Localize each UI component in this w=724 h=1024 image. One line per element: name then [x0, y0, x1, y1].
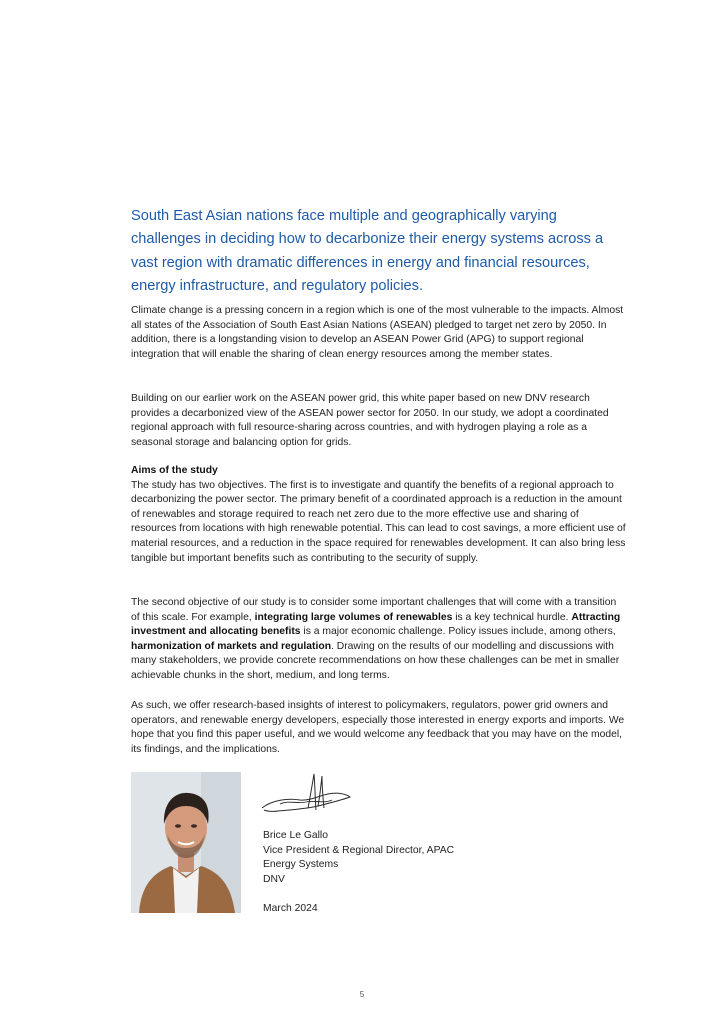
intro-paragraph: Climate change is a pressing concern in a region which is one of the most vulnerable to the impacts. Almost all states of the Association of South East Asian Nations (ASEAN) pledged to target net zero by 2050. In addition, there is a longstanding vision to develop an ASEAN Power Grid (APG) to support regional integration that will enable the sharing of clean energy resources among the member states.: [131, 305, 624, 360]
aims-paragraph: The study has two objectives. The first is to investigate and quantify the benefits of a regional approach to decarbonizing the power sector. The primary benefit of a coordinated approach is a reduction in the amount of renewables and storage required to reach net zero due to the more effective use and sharing of resources from locations with high renewable potential. This can lead to cost savings, a more efficient use of material resources, and a reduction in the space required for renewables development. It can also bring less tangible but important benefits such as contributing to the security of supply.: [131, 479, 626, 564]
p4-text-a: The second objective of our study is to consider some important challenges that will come with a transition of this scale. For example,: [131, 597, 617, 623]
signer-block: [263, 829, 454, 917]
second-objective-paragraph: [131, 596, 626, 684]
closing-paragraph: As such, we offer research-based insights of interest to policymakers, regulators, power grid owners and operators, and renewable energy developers, especially those interested in energy exports and imports. We hope that you find this paper useful, and we would welcome any feedback that you may have on the model, its findings, and the implications.: [131, 700, 625, 755]
signer-date: March 2024: [263, 902, 318, 914]
context-paragraph: Building on our earlier work on the ASEAN power grid, this white paper based on new DNV research provides a decarbonized view of the ASEAN power sector for 2050. In our study, we adopt a coordinated regional approach with full resource-sharing across countries, and with hydrogen playing a role as a seasonal storage and balancing option for grids.: [131, 393, 609, 448]
signer-unit: Energy Systems: [263, 859, 339, 871]
page-number: 5: [359, 990, 365, 999]
p4-text-e: . Drawing on the results of our modelling and discussions with many stakeholders, we provide concrete recommendations on how these challenges can be met in smaller achievable chunks in the short, medium, and long terms.: [131, 640, 620, 681]
p4-bold-investment: Attracting investment and allocating benefits: [131, 611, 621, 638]
aims-heading: Aims of the study: [131, 465, 218, 476]
signature-image: [258, 770, 354, 820]
portrait-image: [131, 772, 241, 913]
p4-bold-harmonization: harmonization of markets and regulation: [131, 640, 332, 652]
aims-section: [131, 464, 626, 566]
p4-text-d: is a major economic challenge. Policy issues include, among others,: [300, 626, 616, 638]
signer-company: DNV: [263, 873, 285, 885]
p4-text-c: is a key technical hurdle.: [452, 611, 572, 623]
signer-title: Vice President & Regional Director, APAC: [263, 844, 455, 856]
author-photo: [131, 772, 241, 913]
p4-bold-renewables: integrating large volumes of renewables: [254, 611, 453, 623]
lead-paragraph: South East Asian nations face multiple and geographically varying challenges in deciding how to decarbonize their energy systems across a vast region with dramatic differences in energy and financial resources, energy infrastructure, and regulatory policies.: [131, 208, 604, 295]
signer-name: Brice Le Gallo: [263, 830, 328, 841]
